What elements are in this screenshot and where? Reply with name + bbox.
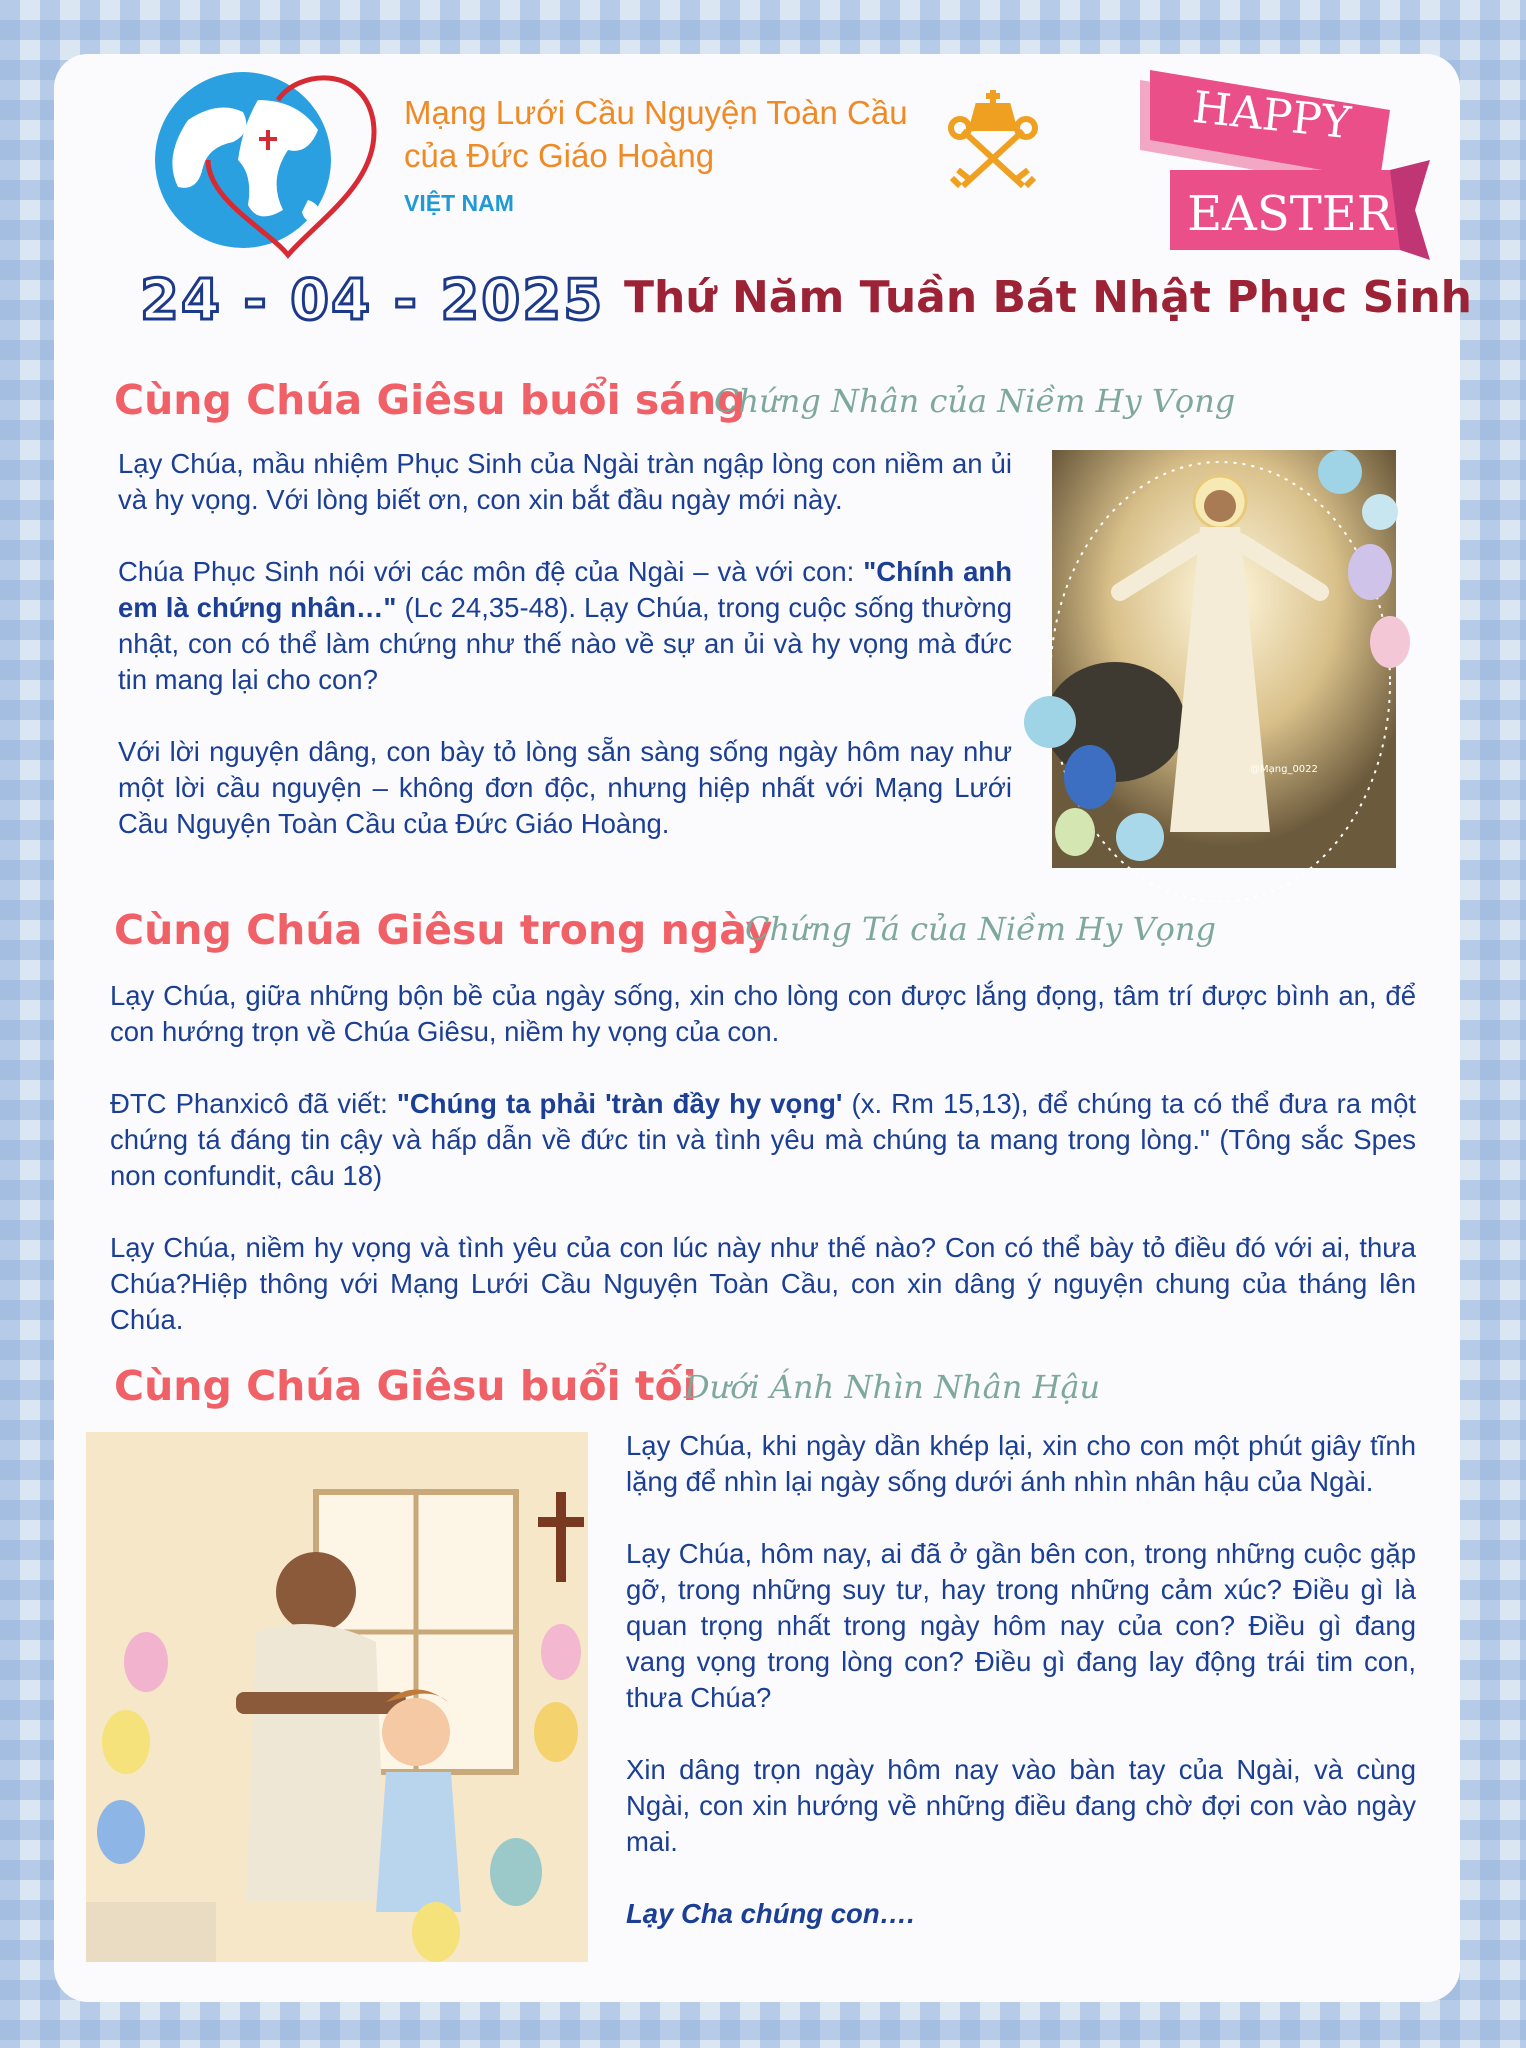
- org-country: VIỆT NAM: [404, 190, 514, 216]
- happy-easter-banner: [1130, 50, 1430, 260]
- evening-title: Cùng Chúa Giêsu buổi tối: [114, 1362, 697, 1410]
- globe-heart-logo: [148, 60, 388, 260]
- day-paragraph-1: Lạy Chúa, giữa những bộn bề của ngày sống, xin cho lòng con được lắng đọng, tâm trí được bình an, để con hướng trọn về Chúa Giêsu, niềm hy vọng của con.: [110, 980, 1416, 1047]
- morning-paragraph-2: Chúa Phục Sinh nói với các môn đệ của Ngài – và với con: "Chính anh em là chứng nhân…" (Lc 24,35-48). Lạy Chúa, trong cuộc sống thường nhật, con có thể làm chứng như thế nào về sự an ủi và hy vọng mà đức tin mang lại cho con?: [118, 556, 1012, 695]
- morning-paragraph-3: Với lời nguyện dâng, con bày tỏ lòng sẵn sàng sống ngày hôm nay như một lời cầu nguyện – không đơn độc, nhưng hiệp nhất với Mạng Lưới Cầu Nguyện Toàn Cầu của Đức Giáo Hoàng.: [118, 736, 1012, 839]
- day-section-title: Cùng Chúa Giêsu trong ngày: [114, 906, 773, 954]
- evening-subtitle: Dưới Ánh Nhìn Nhân Hậu: [684, 1368, 1101, 1406]
- day-paragraph-3: Lạy Chúa, niềm hy vọng và tình yêu của con lúc này như thế nào? Con có thể bày tỏ điều đó với ai, thưa Chúa?Hiệp thông với Mạng Lưới Cầu Nguyện Toàn Cầu, con xin dâng ý nguyện chung của tháng lên Chúa.: [110, 1232, 1416, 1335]
- closing-prayer: Lạy Cha chúng con….: [626, 1898, 915, 1929]
- papal-keys-icon: [948, 86, 1038, 198]
- evening-paragraph-2: Lạy Chúa, hôm nay, ai đã ở gần bên con, trong những cuộc gặp gỡ, trong những suy tư, hay trong những cảm xúc? Điều gì là quan trọng nhất trong ngày hôm nay của con? Điều gì đang vang vọng trong lòng con? Điều gì đang lay động trái tim con, thưa Chúa?: [626, 1538, 1416, 1713]
- evening-paragraph-3: Xin dâng trọn ngày hôm nay vào bàn tay của Ngài, và cùng Ngài, con xin hướng về những điều đang chờ đợi con vào ngày mai.: [626, 1754, 1416, 1857]
- banner-text-happy: HAPPY: [1190, 81, 1353, 150]
- morning-quote: "Chính anh em là chứng nhân…": [118, 556, 1012, 623]
- day-title: Thứ Năm Tuần Bát Nhật Phục Sinh: [624, 272, 1472, 323]
- day-quote: "Chúng ta phải 'tràn đầy hy vọng': [396, 1088, 843, 1119]
- illustration-signature: @Mạng_0022: [1250, 764, 1318, 775]
- day-paragraph-2: ĐTC Phanxicô đã viết: "Chúng ta phải 'tràn đầy hy vọng' (x. Rm 15,13), để chúng ta có thể đưa ra một chứng tá đáng tin cậy và hấp dẫn về đức tin và tình yêu mà chúng ta mang trong lòng." (Tông sắc Spes non confundit, câu 18): [110, 1088, 1416, 1191]
- morning-title: Cùng Chúa Giêsu buổi sáng: [114, 376, 746, 424]
- jesus-and-child-illustration: [86, 1432, 588, 1962]
- date-label: 24 - 04 - 2025: [140, 268, 605, 333]
- evening-paragraph-1: Lạy Chúa, khi ngày dần khép lại, xin cho con một phút giây tĩnh lặng để nhìn lại ngày sống dưới ánh nhìn nhân hậu của Ngài.: [626, 1430, 1416, 1497]
- morning-paragraph-1: Lạy Chúa, mầu nhiệm Phục Sinh của Ngài tràn ngập lòng con niềm an ủi và hy vọng. Với lòng biết ơn, con xin bắt đầu ngày mới này.: [118, 448, 1012, 515]
- evening-text: [626, 1428, 1416, 1932]
- banner-text-easter: EASTER: [1187, 186, 1393, 242]
- day-section-subtitle: Chứng Tá của Niềm Hy Vọng: [745, 910, 1216, 948]
- morning-subtitle: Chứng Nhân của Niềm Hy Vọng: [714, 382, 1236, 420]
- morning-text: [118, 446, 1012, 842]
- org-name-line2: của Đức Giáo Hoàng: [404, 137, 715, 174]
- day-text: [110, 978, 1416, 1338]
- org-name-line1: Mạng Lưới Cầu Nguyện Toàn Cầu: [404, 94, 908, 131]
- risen-christ-illustration: [1020, 432, 1426, 902]
